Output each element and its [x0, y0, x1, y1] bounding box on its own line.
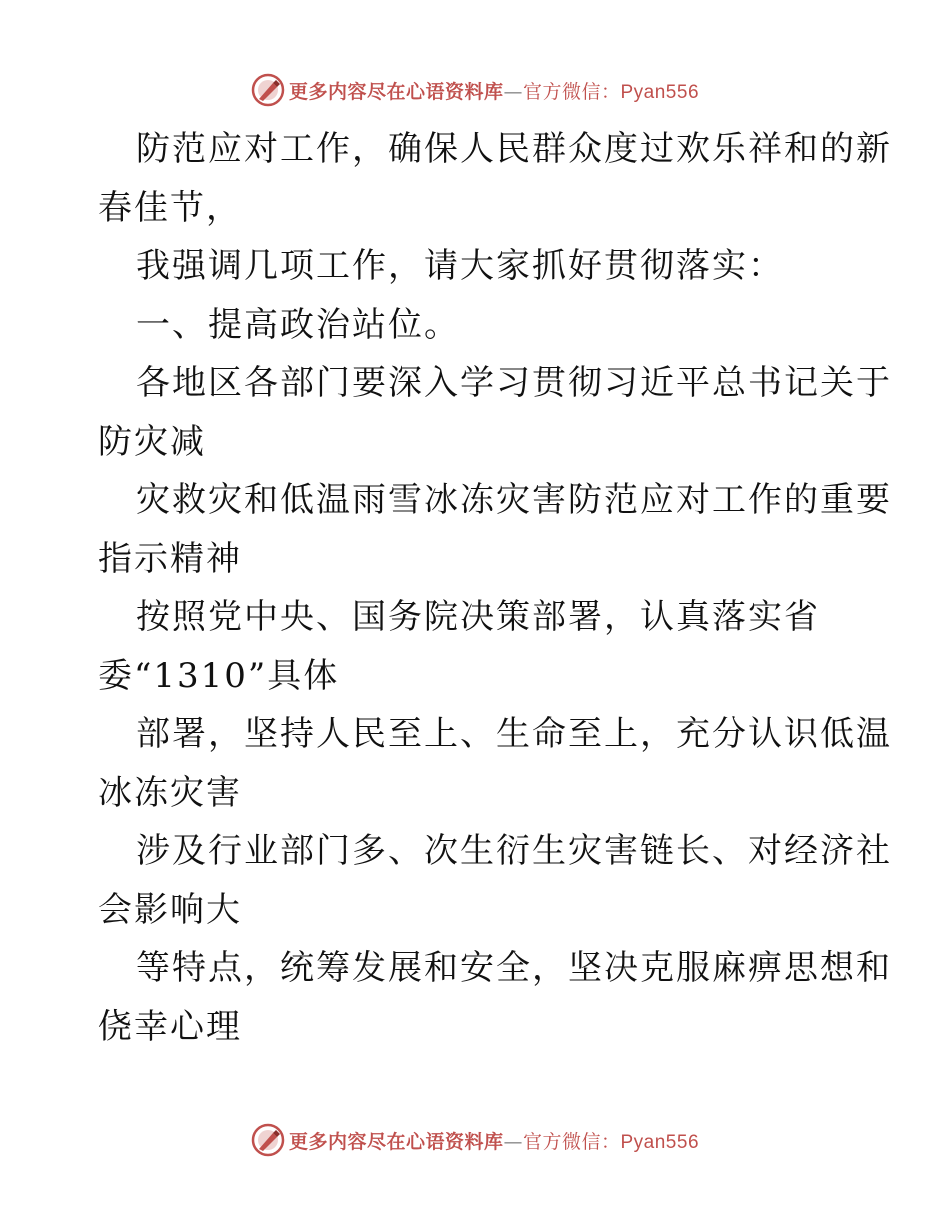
pen-logo-icon: [251, 1123, 285, 1157]
paragraph-line: 一、提高政治站位。: [136, 304, 460, 345]
watermark-id: Pyan556: [620, 81, 700, 103]
watermark-text: [289, 1127, 699, 1154]
watermark-brand: 更多内容尽在心语资料库: [288, 1130, 504, 1153]
pen-logo-icon: [251, 73, 285, 107]
paragraph-line: 春佳节，: [98, 187, 242, 228]
paragraph-line: 等特点，统筹发展和安全，坚决克服麻痹思想和: [136, 948, 892, 988]
document-body: [98, 120, 892, 1056]
paragraph-line: 防范应对工作，确保人民群众度过欢乐祥和的新: [136, 129, 892, 169]
paragraph-line: 灾救灾和低温雨雪冰冻灾害防范应对工作的重要: [136, 480, 892, 520]
watermark-official: 官方微信：: [522, 80, 621, 103]
watermark-brand: 更多内容尽在心语资料库: [288, 80, 504, 103]
paragraph-line: 指示精神: [98, 538, 242, 579]
footer-watermark: [0, 1120, 950, 1160]
paragraph-line: 防灾减: [98, 421, 206, 462]
paragraph-line: 冰冻灾害: [98, 772, 242, 813]
paragraph-line: 会影响大: [98, 889, 242, 930]
paragraph-line: 按照党中央、国务院决策部署，认真落实省: [136, 597, 820, 637]
watermark-official: 官方微信：: [522, 1130, 621, 1153]
watermark-dash: —: [503, 80, 523, 103]
paragraph-line: 侥幸心理: [98, 1006, 242, 1047]
paragraph-line: 部署，坚持人民至上、生命至上，充分认识低温: [136, 714, 892, 754]
header-watermark: [0, 70, 950, 110]
paragraph-line: 委“1310”具体: [98, 655, 340, 696]
paragraph-line: 我强调几项工作，请大家抓好贯彻落实：: [136, 246, 784, 286]
paragraph-line: 涉及行业部门多、次生衍生灾害链长、对经济社: [136, 831, 892, 871]
paragraph-line: 各地区各部门要深入学习贯彻习近平总书记关于: [136, 363, 892, 403]
watermark-id: Pyan556: [620, 1131, 700, 1153]
watermark-text: [289, 77, 699, 104]
watermark-dash: —: [503, 1130, 523, 1153]
